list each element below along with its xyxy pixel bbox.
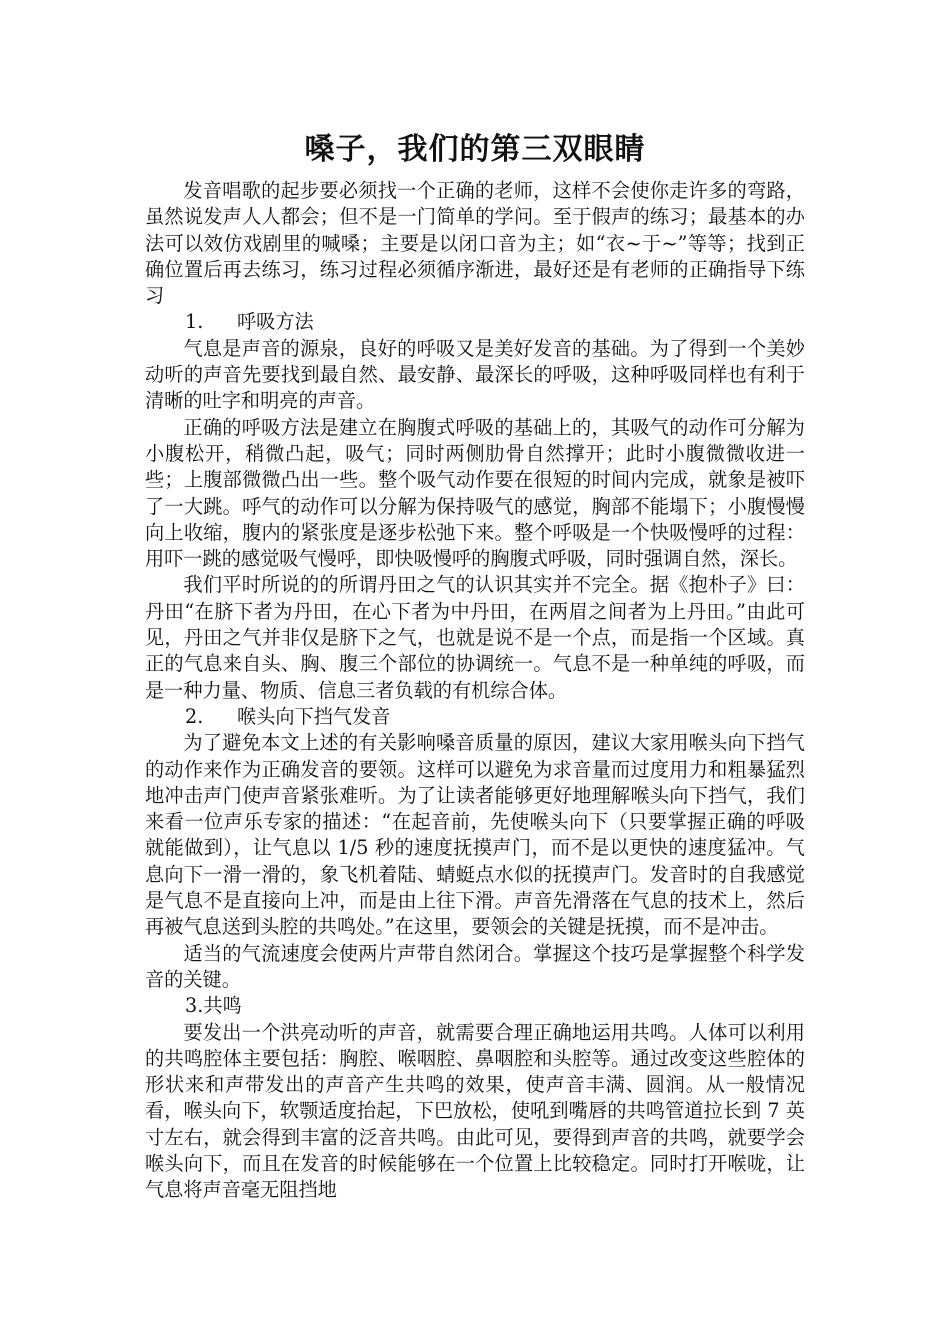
paragraph: 我们平时所说的的所谓丹田之气的认识其实并不完全。据《抱朴子》曰：丹田“在脐下者为丹田，在心下者为中丹田，在两眉之间者为上丹田。”由此可见，丹田之气并非仅是脐下之气，也就是说不是一个点，而是指一个区域。真正的气息来自头、胸、腹三个部位的协调统一。气息不是一种单纯的呼吸，而是一种力量、物质、信息三者负载的有机综合体。: [145, 573, 805, 702]
intro-paragraph: 发音唱歌的起步要必须找一个正确的老师，这样不会使你走许多的弯路，虽然说发声人人都会；但不是一门简单的学问。至于假声的练习；最基本的办法可以效仿戏剧里的喊嗓；主要是以闭口音为主；如“衣~于~”等等；找到正确位置后再去练习，练习过程必须循序渐进，最好还是有老师的正确指导下练习: [145, 179, 805, 308]
paragraph: 适当的气流速度会使两片声带自然闭合。掌握这个技巧是掌握整个科学发音的关键。: [145, 941, 805, 991]
section-number: 1.: [185, 310, 204, 334]
section-title: 呼吸方法: [237, 310, 314, 334]
section-title: 喉头向下挡气发音: [237, 704, 391, 728]
section-heading-resonance: [145, 993, 805, 1019]
paragraph: 气息是声音的源泉，良好的呼吸又是美好发音的基础。为了得到一个美妙动听的声音先要找到最自然、最安静、最深长的呼吸，这种呼吸同样也有利于清晰的吐字和明亮的声音。: [145, 336, 805, 413]
document-title: 嗓子，我们的第三双眼睛: [304, 132, 646, 167]
section-number: 3.: [185, 994, 204, 1018]
paragraph: 正确的呼吸方法是建立在胸腹式呼吸的基础上的，其吸气的动作可分解为小腹松开，稍微凸起，吸气；同时两侧肋骨自然撑开；此时小腹微微收进一些；上腹部微微凸出一些。整个吸气动作要在很短的时间内完成，就象是被吓了一大跳。呼气的动作可以分解为保持吸气的感觉，胸部不能塌下；小腹慢慢向上收缩，腹内的紧张度是逐步松弛下来。整个呼吸是一个快吸慢呼的过程：用吓一跳的感觉吸气慢呼，即快吸慢呼的胸腹式呼吸，同时强调自然，深长。: [145, 415, 805, 571]
section-heading-breathing: [145, 309, 805, 335]
document-body: [145, 128, 805, 1204]
section-title: 共鸣: [203, 994, 242, 1018]
section-number: 2.: [185, 704, 204, 728]
paragraph: 为了避免本文上述的有关影响嗓音质量的原因，建议大家用喉头向下挡气的动作来作为正确发音的要领。这样可以避免为求音量而过度用力和粗暴猛烈地冲击声门使声音紧张难听。为了让读者能够更好地理解喉头向下挡气，我们来看一位声乐专家的描述：“在起音前，先使喉头向下（只要掌握正确的呼吸就能做到），让气息以 1/5 秒的速度抚摸声门，而不是以更快的速度猛冲。气息向下一滑一滑的，象飞机着陆、蜻蜓点水似的抚摸声门。发音时的自我感觉是气息不是直接向上冲，而是由上往下滑。声音先滑落在气息的技术上，然后再被气息送到头腔的共鸣处。”在这里，要领会的关键是抚摸，而不是冲击。: [145, 731, 805, 939]
paragraph: 要发出一个洪亮动听的声音，就需要合理正确地运用共鸣。人体可以利用的共鸣腔体主要包括：胸腔、喉咽腔、鼻咽腔和头腔等。通过改变这些腔体的形状来和声带发出的声音产生共鸣的效果，使声音丰满、圆润。从一般情况看，喉头向下，软颚适度抬起，下巴放松，使吼到嘴唇的共鸣管道拉长到 7 英寸左右，就会得到丰富的泛音共鸣。由此可见，要得到声音的共鸣，就要学会喉头向下，而且在发音的时候能够在一个位置上比较稳定。同时打开喉咙，让气息将声音毫无阻挡地: [145, 1020, 805, 1202]
section-heading-larynx: [145, 704, 805, 730]
